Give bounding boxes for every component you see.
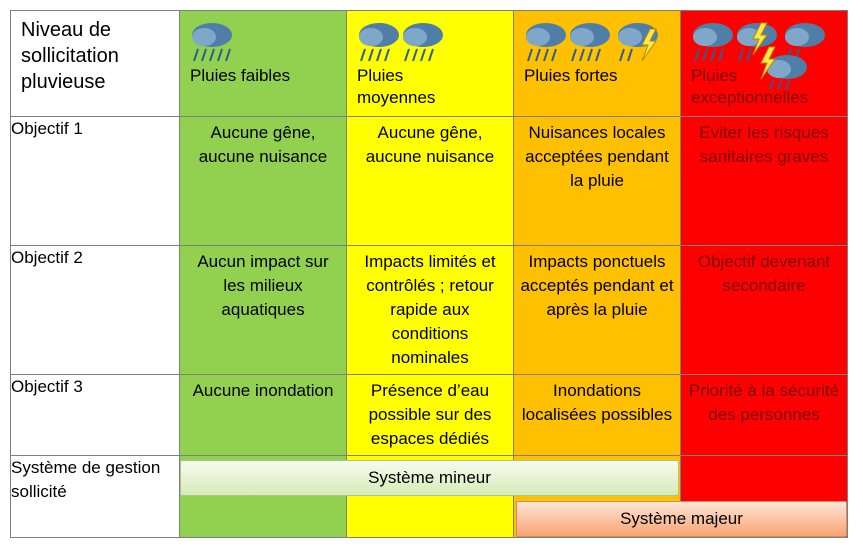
level-label-fortes: Pluies fortes [524,66,618,85]
row-label-systeme: Système de gestion sollicité [11,456,180,538]
level-label-exceptionnelles: Pluies exceptionnelles [691,66,809,107]
level-label-moyennes: Pluies moyennes [357,66,436,107]
level-header-faibles [180,11,347,117]
cell-objectif1-exceptionnelles: Eviter les risques sanitaires graves [699,123,829,166]
rain-cloud-icon [188,17,248,65]
minor-system-bar [180,460,679,496]
table-row [11,246,848,375]
cell-objectif1-faibles: Aucune gêne, aucune nuisance [198,123,328,166]
minor-system-label: Système mineur [368,468,491,487]
row-label-objectif-1: Objectif 1 [11,117,180,246]
row-label-objectif-2: Objectif 2 [11,246,180,375]
rain-level-table [10,10,848,538]
cell-objectif3-fortes: Inondations localisées possibles [521,381,673,424]
cell-objectif1-fortes: Nuisances locales acceptées pendant la pluie [525,123,669,190]
cell-objectif2-moyennes: Impacts limités et contrôlés ; retour rapide aux conditions nominales [364,252,496,367]
rain-cloud-icon [355,17,455,65]
cell-objectif2-fortes: Impacts ponctuels acceptés pendant et après la pluie [520,252,674,319]
level-label-faibles: Pluies faibles [190,66,291,85]
major-system-label: Système majeur [620,509,743,528]
table-title-cell [11,11,180,117]
cell-objectif3-moyennes: Présence d’eau possible sur des espaces dédiés [368,381,492,448]
storm-cloud-icon [522,17,672,65]
table-row [11,117,848,246]
cell-objectif3-faibles: Aucune inondation [192,381,334,400]
cell-objectif1-moyennes: Aucune gêne, aucune nuisance [365,123,495,166]
level-header-moyennes [347,11,514,117]
table-title: Niveau de sollicitation pluvieuse [21,19,119,93]
row-label-objectif-3: Objectif 3 [11,375,180,456]
level-header-exceptionnelles [681,11,848,117]
cell-objectif2-faibles: Aucun impact sur les milieux aquatiques [197,252,329,319]
level-header-fortes [514,11,681,117]
cell-objectif2-exceptionnelles: Objectif devenant secondaire [697,252,831,295]
major-system-bar [516,501,847,537]
cell-objectif3-exceptionnelles: Priorité à la sécurité des personnes [688,381,840,424]
header-row [11,11,848,117]
table-row [11,375,848,456]
